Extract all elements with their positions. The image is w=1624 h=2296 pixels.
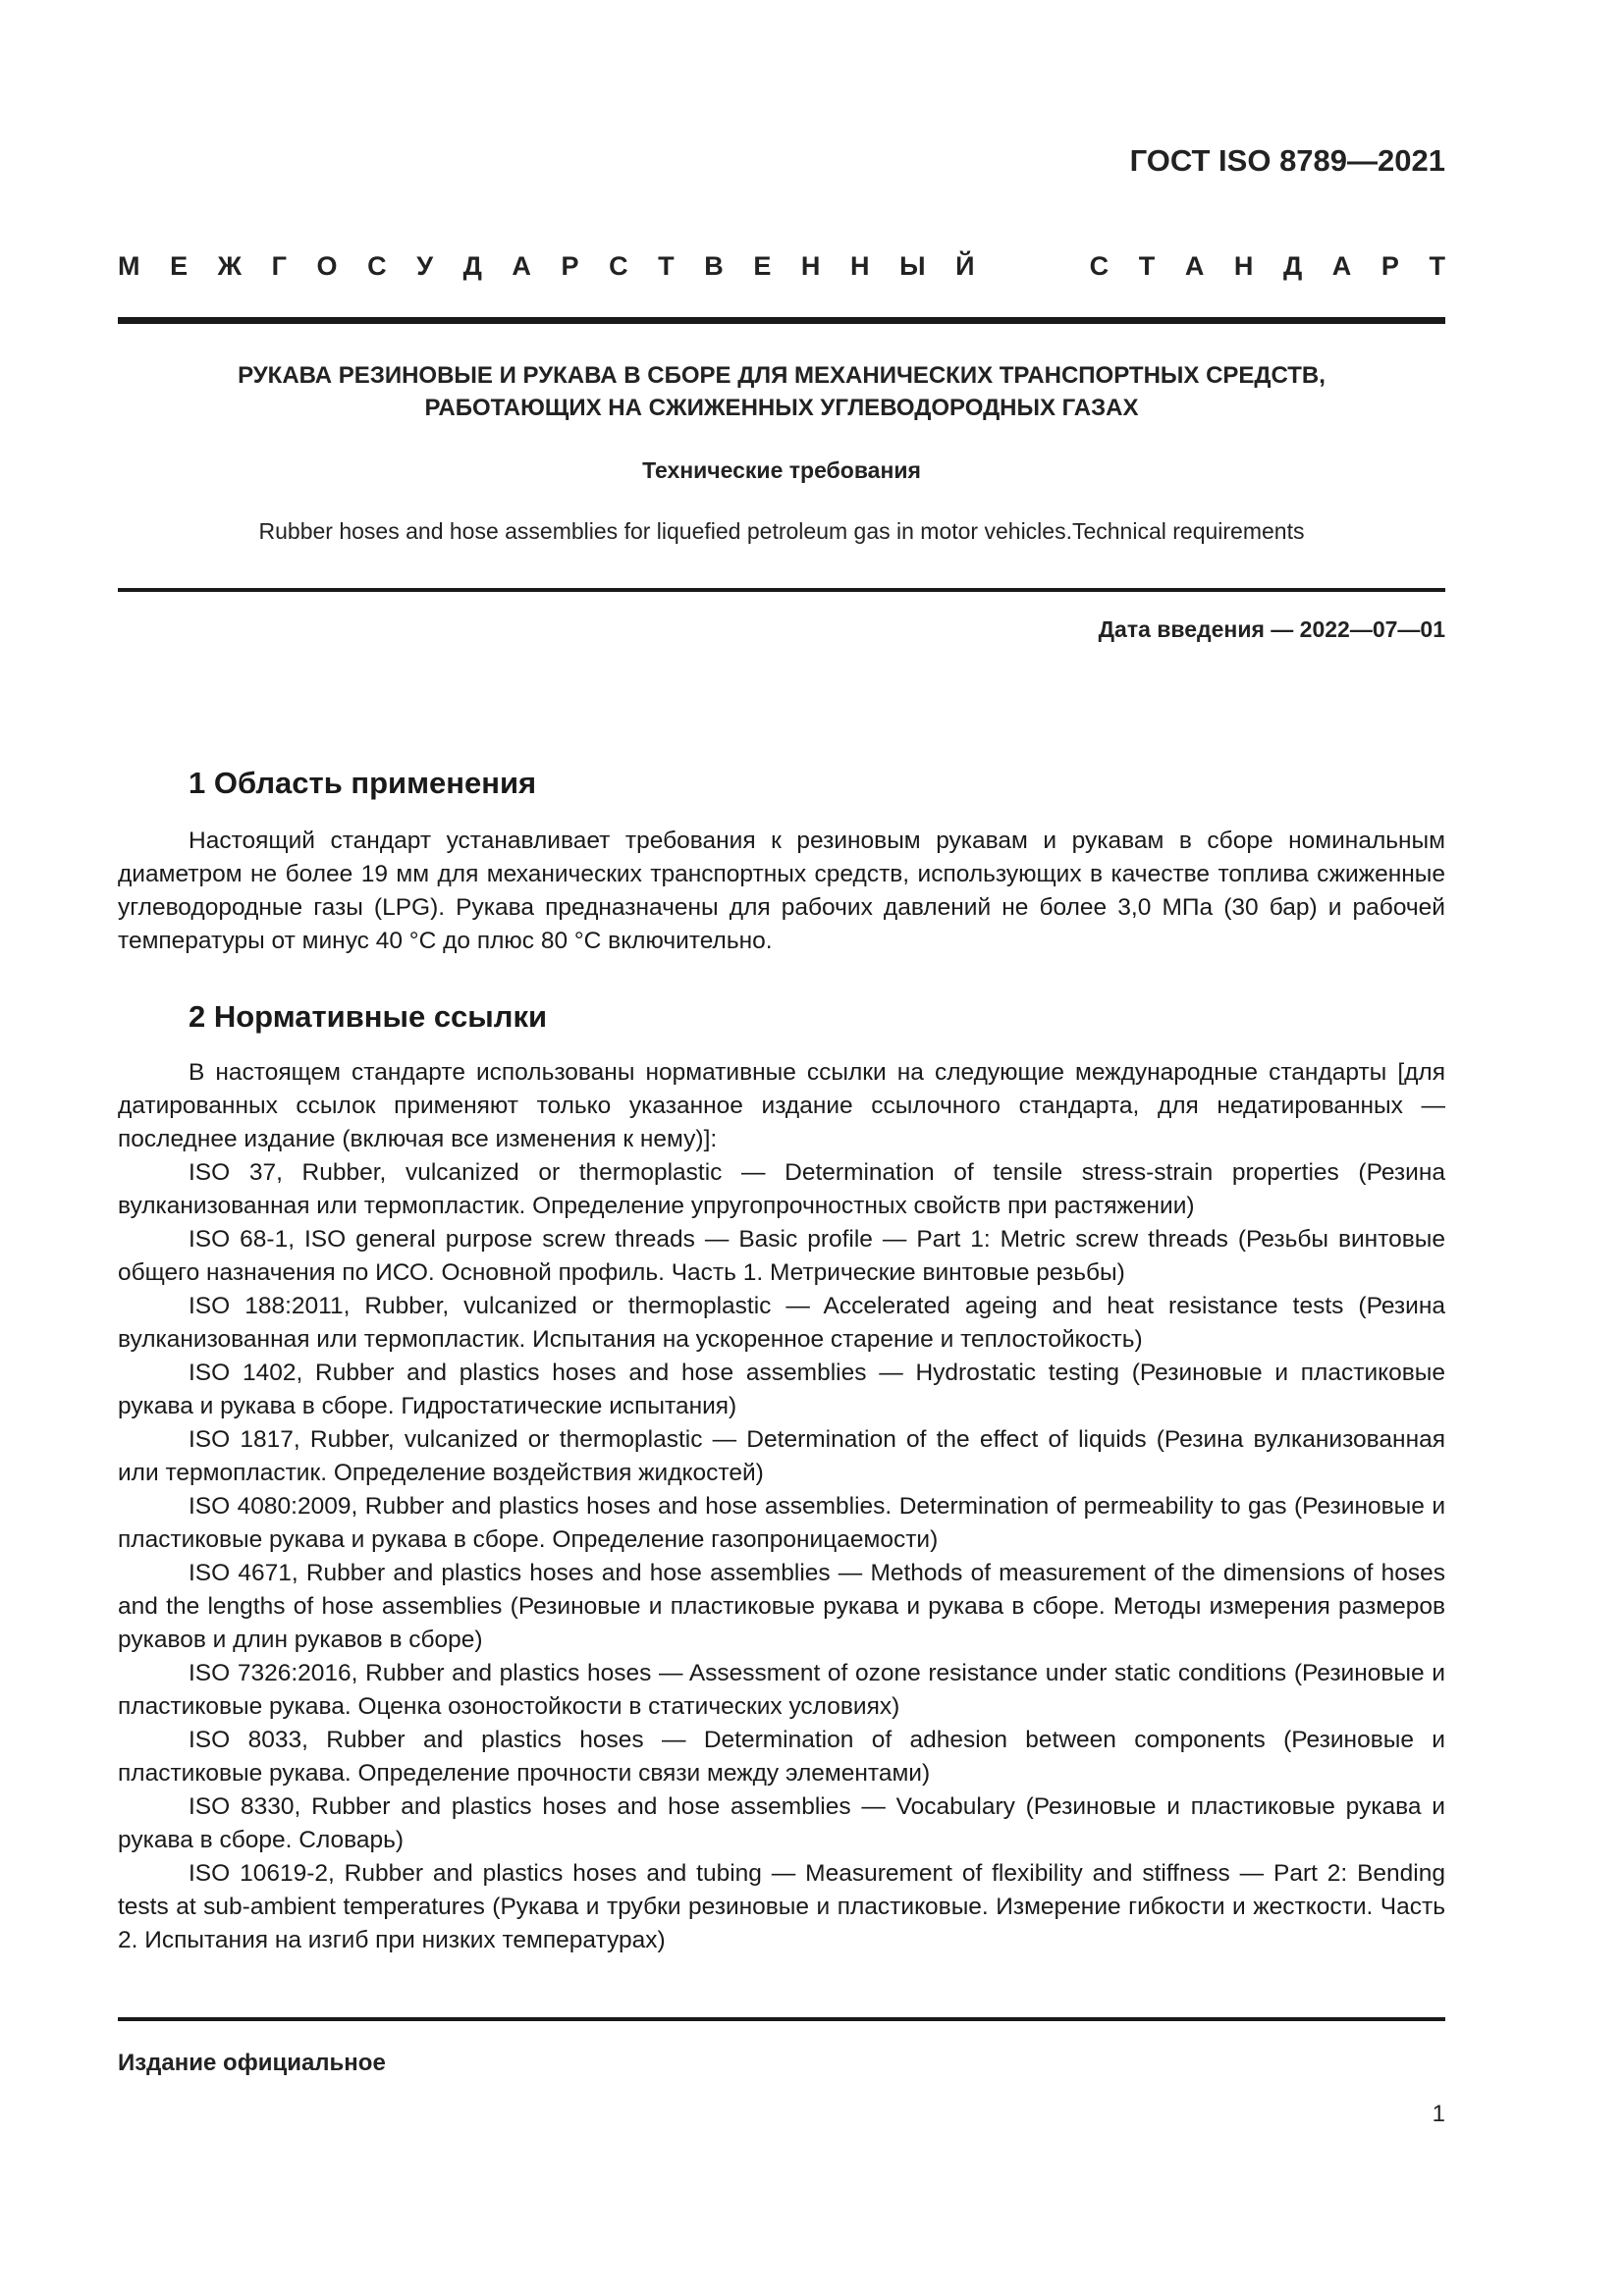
section-2-heading: 2 Нормативные ссылки bbox=[189, 999, 548, 1034]
banner-letter: Т bbox=[1138, 251, 1156, 281]
banner-letter: Е bbox=[753, 251, 772, 281]
banner-letter: С bbox=[367, 251, 387, 281]
banner-letter: Н bbox=[1233, 251, 1254, 281]
title-line: РУКАВА РЕЗИНОВЫЕ И РУКАВА В СБОРЕ ДЛЯ МЕХАНИЧЕСКИХ ТРАНСПОРТНЫХ СРЕДСТВ, bbox=[238, 362, 1326, 389]
title-divider bbox=[118, 588, 1445, 592]
introduction-date: Дата введения — 2022—07—01 bbox=[1098, 616, 1445, 642]
reference-item: ISO 8033, Rubber and plastics hoses — Determination of adhesion between components (Резиновые и пластиковые рукава. Определение прочности связи между элементами) bbox=[118, 1727, 1445, 1787]
banner-letter: А bbox=[1331, 251, 1352, 281]
section-1-heading: 1 Область применения bbox=[189, 766, 537, 800]
reference-item: ISO 4080:2009, Rubber and plastics hoses and hose assemblies. Determination of permeability to gas (Резиновые и пластиковые рукава и рукава в сборе. Определение газопроницаемости) bbox=[118, 1493, 1445, 1553]
reference-item: ISO 68-1, ISO general purpose screw threads — Basic profile — Part 1: Metric screw threads (Резьбы винтовые общего назначения по ИСО. Основной профиль. Часть 1. Метрические винтовые резьбы) bbox=[118, 1226, 1445, 1286]
banner-letter: О bbox=[316, 251, 338, 281]
reference-item: ISO 7326:2016, Rubber and plastics hoses — Assessment of ozone resistance under static conditions (Резиновые и пластиковые рукава. Оценка озоностойкости в статических условиях) bbox=[118, 1660, 1445, 1720]
document-subtitle: Технические требования bbox=[642, 457, 921, 483]
english-title: Rubber hoses and hose assemblies for liquefied petroleum gas in motor vehicles.Technical requirements bbox=[258, 518, 1305, 544]
banner-letter: Ж bbox=[217, 251, 243, 281]
banner-letter: Н bbox=[800, 251, 821, 281]
banner-letter: Р bbox=[561, 251, 579, 281]
banner-letter: Т bbox=[1429, 251, 1445, 281]
reference-item: ISO 1817, Rubber, vulcanized or thermoplastic — Determination of the effect of liquids (Резина вулканизованная или термопластик. Определение воздействия жидкостей) bbox=[118, 1426, 1445, 1486]
banner-letter: А bbox=[512, 251, 531, 281]
banner-letter: Е bbox=[170, 251, 189, 281]
section-2-body bbox=[118, 1056, 1445, 1957]
banner-letter: С bbox=[609, 251, 628, 281]
page-number: 1 bbox=[1432, 2101, 1445, 2127]
banner-letter: В bbox=[704, 251, 724, 281]
reference-item: ISO 188:2011, Rubber, vulcanized or thermoplastic — Accelerated ageing and heat resistance tests (Резина вулканизованная или термопластик. Испытания на ускоренное старение и теплостойкость) bbox=[118, 1293, 1445, 1353]
document-code: ГОСТ ISO 8789—2021 bbox=[1129, 143, 1445, 178]
banner-letter: У bbox=[416, 251, 434, 281]
banner-letter: Ы bbox=[899, 251, 926, 281]
official-edition-label: Издание официальное bbox=[118, 2050, 386, 2076]
section-1-body bbox=[118, 825, 1445, 958]
banner-letter: Д bbox=[1282, 251, 1303, 281]
banner-letter: Д bbox=[462, 251, 482, 281]
reference-item: ISO 4671, Rubber and plastics hoses and hose assemblies — Methods of measurement of the dimensions of hoses and the lengths of hose assemblies (Резиновые и пластиковые рукава и рукава в сборе. Методы измерения размеров рукавов и длин рукавов в сборе) bbox=[118, 1560, 1445, 1653]
reference-item: ISO 8330, Rubber and plastics hoses and hose assemblies — Vocabulary (Резиновые и пластиковые рукава и рукава в сборе. Словарь) bbox=[118, 1793, 1445, 1853]
paragraph: Настоящий стандарт устанавливает требования к резиновым рукавам и рукавам в сборе номинальным диаметром не более 19 мм для механических транспортных средств, использующих в качестве топлива сжиженные углеводородные газы (LPG). Рукава предназначены для рабочих давлений не более 3,0 МПа (30 бар) и рабочей температуры от минус 40 °С до плюс 80 °С включительно. bbox=[118, 828, 1445, 954]
banner-letter: Р bbox=[1380, 251, 1399, 281]
banner-letter: А bbox=[1184, 251, 1205, 281]
header-divider bbox=[118, 317, 1445, 324]
banner-letter: М bbox=[118, 251, 140, 281]
banner-letter: Н bbox=[850, 251, 870, 281]
banner-letter: Й bbox=[955, 251, 975, 281]
document-title bbox=[118, 359, 1445, 424]
banner-letter: С bbox=[1089, 251, 1110, 281]
reference-item: ISO 10619-2, Rubber and plastics hoses and tubing — Measurement of flexibility and stiffness — Part 2: Bending tests at sub-ambient temperatures (Рукава и трубки резиновые и пластиковые. Измерение гибкости и жесткости. Часть 2. Испытания на изгиб при низких температурах) bbox=[118, 1860, 1445, 1953]
reference-item: ISO 37, Rubber, vulcanized or thermoplastic — Determination of tensile stress-strain properties (Резина вулканизованная или термопластик. Определение упругопрочностных свойств при растяжении) bbox=[118, 1159, 1445, 1219]
banner-letter: Т bbox=[658, 251, 675, 281]
footer-divider bbox=[118, 2017, 1445, 2021]
paragraph: В настоящем стандарте использованы нормативные ссылки на следующие международные стандарты [для датированных ссылок применяют только указанное издание ссылочного стандарта, для недатированных — последнее издание (включая все изменения к нему)]: bbox=[118, 1059, 1445, 1152]
document-page bbox=[118, 0, 1445, 2296]
interstate-standard-banner bbox=[118, 251, 1445, 282]
reference-item: ISO 1402, Rubber and plastics hoses and hose assemblies — Hydrostatic testing (Резиновые и пластиковые рукава и рукава в сборе. Гидростатические испытания) bbox=[118, 1360, 1445, 1419]
title-line: РАБОТАЮЩИХ НА СЖИЖЕННЫХ УГЛЕВОДОРОДНЫХ ГАЗАХ bbox=[424, 395, 1139, 421]
banner-letter: Г bbox=[271, 251, 287, 281]
